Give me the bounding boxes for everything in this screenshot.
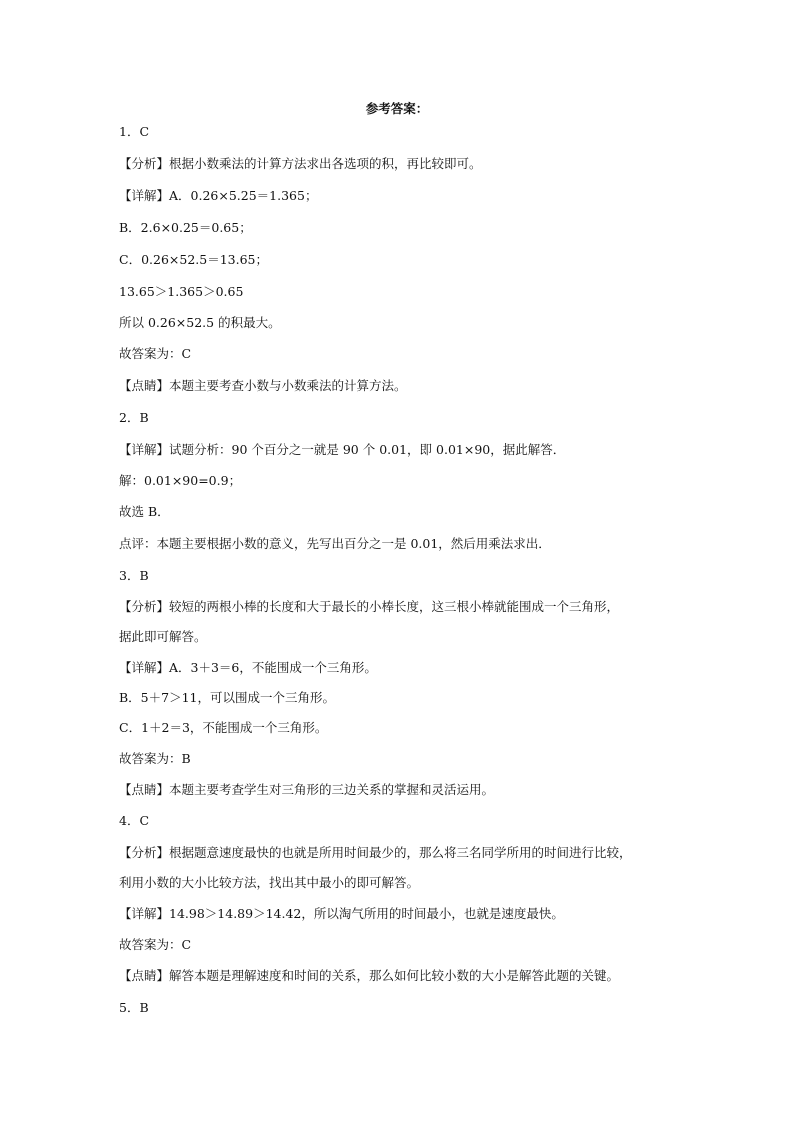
detail-line: 【详解】A．3＋3＝6，不能围成一个三角形。 [119,660,377,675]
answer-line: 故选 B． [119,504,170,519]
analysis-line: 据此即可解答。 [119,629,207,644]
detail-line: B．5＋7＞11，可以围成一个三角形。 [119,690,335,705]
answer-line: 故答案为：C [119,346,192,361]
detail-line: 【详解】试题分析：90 个百分之一就是 90 个 0.01，即 0.01×90，据此解答． [119,442,566,457]
comment-line: 【点睛】解答本题是理解速度和时间的关系，那么如何比较小数的大小是解答此题的关键。 [119,968,620,983]
comment-line: 点评：本题主要根据小数的意义，先写出百分之一是 0.01，然后用乘法求出． [119,536,551,551]
answer-number-2: 2．B [119,410,149,425]
analysis-line: 利用小数的大小比较方法，找出其中最小的即可解答。 [119,875,420,890]
detail-line: B．2.6×0.25＝0.65； [119,220,252,235]
answer-number-1: 1．C [119,124,150,139]
detail-line: 所以 0.26×52.5 的积最大。 [119,315,281,330]
answer-number-4: 4．C [119,813,150,828]
answer-line: 故答案为：C [119,937,192,952]
solution-line: 解：0.01×90=0.9； [119,473,242,488]
analysis-line: 【分析】较短的两根小棒的长度和大于最长的小棒长度，这三根小棒就能围成一个三角形， [119,599,620,614]
detail-line: C．0.26×52.5＝13.65； [119,252,268,267]
comment-line: 【点睛】本题主要考查小数与小数乘法的计算方法。 [119,378,407,393]
detail-line: C．1＋2＝3，不能围成一个三角形。 [119,720,328,735]
detail-line: 【详解】A．0.26×5.25＝1.365； [119,188,318,203]
answer-number-5: 5．B [119,1000,149,1015]
comment-line: 【点睛】本题主要考查学生对三角形的三边关系的掌握和灵活运用。 [119,782,495,797]
page-title: 参考答案： [365,101,429,116]
answer-number-3: 3．B [119,568,149,583]
analysis-line: 【分析】根据小数乘法的计算方法求出各选项的积，再比较即可。 [119,156,482,171]
detail-line: 13.65＞1.365＞0.65 [119,284,244,299]
detail-line: 【详解】14.98＞14.89＞14.42，所以淘气所用的时间最小，也就是速度最快。 [119,906,564,921]
analysis-line: 【分析】根据题意速度最快的也就是所用时间最少的，那么将三名同学所用的时间进行比较， [119,845,632,860]
answer-line: 故答案为：B [119,751,191,766]
